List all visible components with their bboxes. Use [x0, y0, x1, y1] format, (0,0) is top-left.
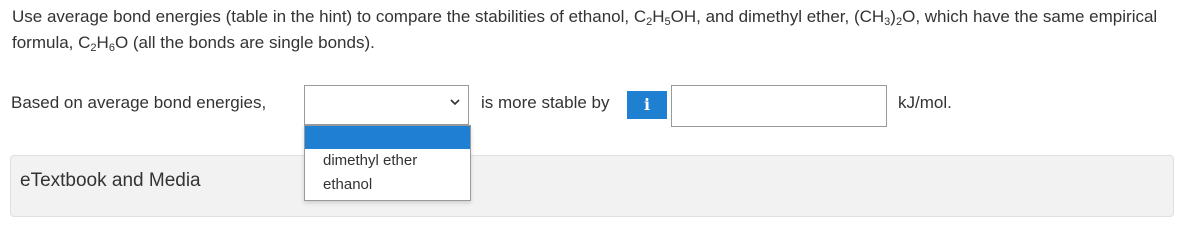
dropdown-option-dimethyl-ether[interactable]: dimethyl ether	[323, 152, 418, 169]
dropdown-option-ethanol[interactable]: ethanol	[323, 176, 373, 193]
answer-prefix: Based on average bond energies,	[11, 93, 267, 112]
compound-select[interactable]	[304, 85, 469, 125]
answer-middle-text: is more stable by	[481, 93, 610, 112]
etextbook-media-panel[interactable]	[10, 155, 1174, 217]
chevron-down-icon	[450, 97, 460, 107]
etextbook-label: eTextbook and Media	[20, 170, 201, 191]
info-icon[interactable]: i	[627, 91, 667, 119]
energy-value-input[interactable]	[671, 85, 887, 127]
answer-row	[0, 85, 1197, 129]
compound-dropdown-list	[304, 125, 471, 201]
dropdown-option-blank[interactable]	[305, 126, 470, 149]
question-text: Use average bond energies (table in the hint) to compare the stabilities of ethanol, $C_2H_5OH$, and dimethyl ether, $(CH_3)_2O$, which have the same empirical formula, $C_2H_6O$ (all the bonds are single bonds).	[12, 7, 1158, 54]
unit-label: kJ/mol.	[898, 93, 952, 112]
